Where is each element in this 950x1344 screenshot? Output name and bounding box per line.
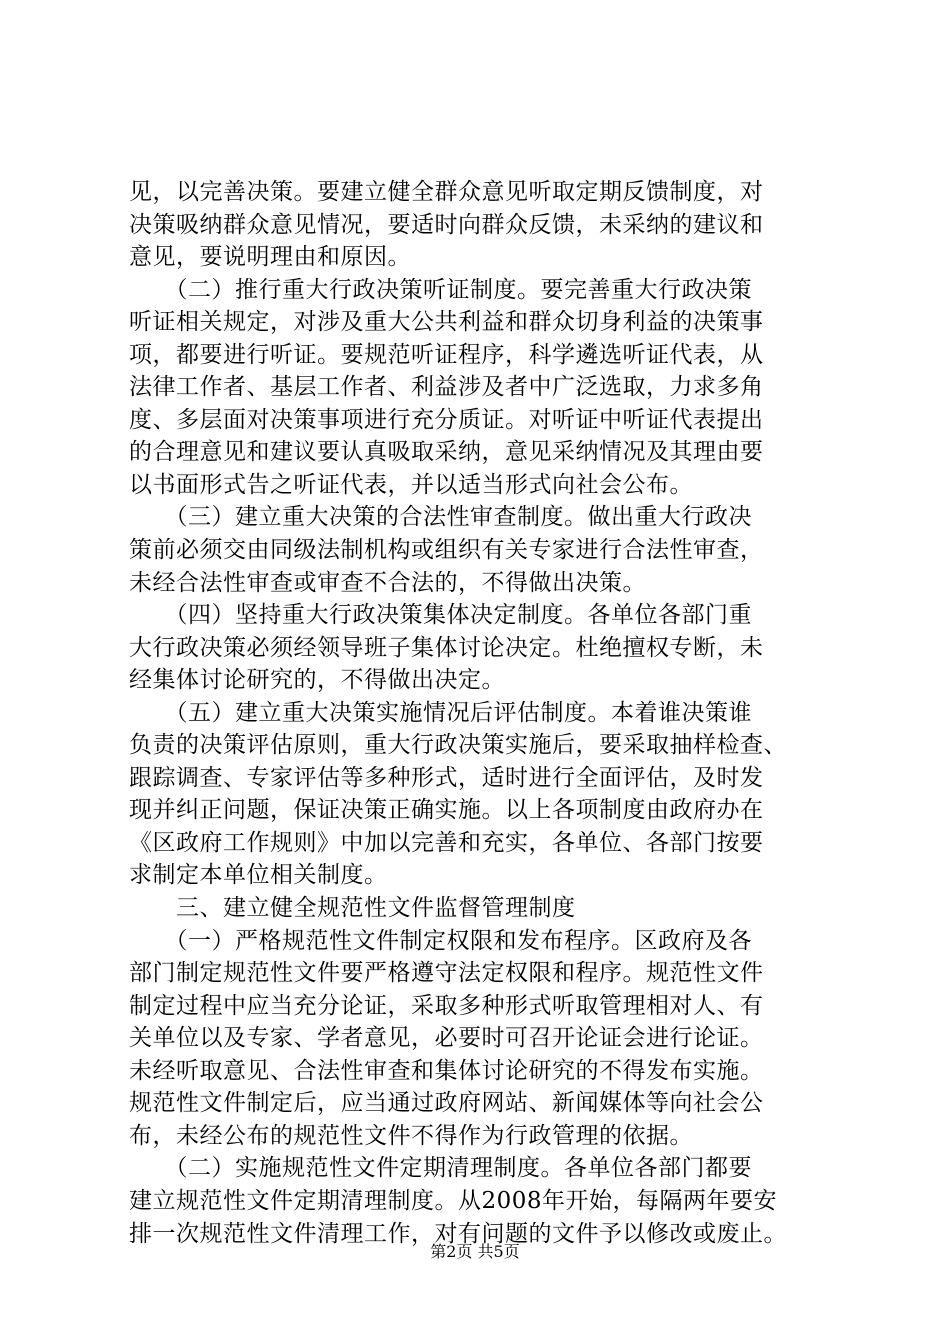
text-line: 部门制定规范性文件要严格遵守法定权限和程序。规范性文件 bbox=[129, 960, 764, 987]
text-line: 《区政府工作规则》中加以完善和充实，各单位、各部门按要 bbox=[129, 829, 764, 856]
text-line: 见，以完善决策。要建立健全群众意见听取定期反馈制度，对 bbox=[129, 179, 764, 205]
text-line: 听证相关规定，对涉及重大公共利益和群众切身利益的决策事 bbox=[129, 309, 764, 336]
body-text bbox=[129, 176, 829, 1250]
text-line: 策前必须交由同级法制机构或组织有关专家进行合法性审查， bbox=[129, 537, 764, 564]
text-line: 规范性文件制定后，应当通过政府网站、新闻媒体等向社会公 bbox=[129, 1090, 764, 1117]
page-number-footer: 第2页 共5页 bbox=[430, 1242, 520, 1261]
text-line: 的合理意见和建议要认真吸取采纳，意见采纳情况及其理由要 bbox=[129, 439, 764, 466]
text-line: （五）建立重大决策实施情况后评估制度。本着谁决策谁 bbox=[129, 699, 752, 726]
text-line: 跟踪调查、专家评估等多种形式，适时进行全面评估，及时发 bbox=[129, 764, 764, 791]
text-line: （三）建立重大决策的合法性审查制度。做出重大行政决 bbox=[129, 504, 752, 531]
text-line: （一）严格规范性文件制定权限和发布程序。区政府及各 bbox=[129, 927, 752, 954]
text-line: 建立规范性文件定期清理制度。从2008年开始，每隔两年要安 bbox=[129, 1187, 778, 1214]
text-line: 制定过程中应当充分论证，采取多种形式听取管理相对人、有 bbox=[129, 992, 764, 1019]
text-line: 排一次规范性文件清理工作，对有问题的文件予以修改或废止。 bbox=[129, 1220, 787, 1247]
text-line: 大行政决策必须经领导班子集体讨论决定。杜绝擅权专断，未 bbox=[129, 634, 764, 661]
text-line: 关单位以及专家、学者意见，必要时可召开论证会进行论证。 bbox=[129, 1025, 764, 1052]
text-line: （四）坚持重大行政决策集体决定制度。各单位各部门重 bbox=[129, 602, 752, 629]
text-line: 负责的决策评估原则，重大行政决策实施后，要采取抽样检查、 bbox=[129, 732, 787, 759]
text-line: 布，未经公布的规范性文件不得作为行政管理的依据。 bbox=[129, 1122, 693, 1149]
text-line: 法律工作者、基层工作者、利益涉及者中广泛选取，力求多角 bbox=[129, 374, 764, 401]
text-line: 度、多层面对决策事项进行充分质证。对听证中听证代表提出 bbox=[129, 406, 764, 433]
section-heading: 三、建立健全规范性文件监督管理制度 bbox=[129, 895, 576, 922]
text-line: 决策吸纳群众意见情况，要适时向群众反馈，未采纳的建议和 bbox=[129, 211, 764, 238]
text-line: 未经听取意见、合法性审查和集体讨论研究的不得发布实施。 bbox=[129, 1057, 764, 1084]
text-line: 现并纠正问题，保证决策正确实施。以上各项制度由政府办在 bbox=[129, 797, 764, 824]
text-line: 项，都要进行听证。要规范听证程序，科学遴选听证代表，从 bbox=[129, 341, 764, 368]
text-line: 经集体讨论研究的，不得做出决定。 bbox=[129, 667, 505, 694]
text-line: 求制定本单位相关制度。 bbox=[129, 862, 388, 889]
text-line: 未经合法性审查或审查不合法的，不得做出决策。 bbox=[129, 569, 646, 596]
text-line: 以书面形式告之听证代表，并以适当形式向社会公布。 bbox=[129, 471, 693, 498]
text-line: （二）实施规范性文件定期清理制度。各单位各部门都要 bbox=[129, 1155, 752, 1182]
text-line: （二）推行重大行政决策听证制度。要完善重大行政决策 bbox=[129, 276, 752, 303]
text-line: 意见，要说明理由和原因。 bbox=[129, 244, 411, 271]
